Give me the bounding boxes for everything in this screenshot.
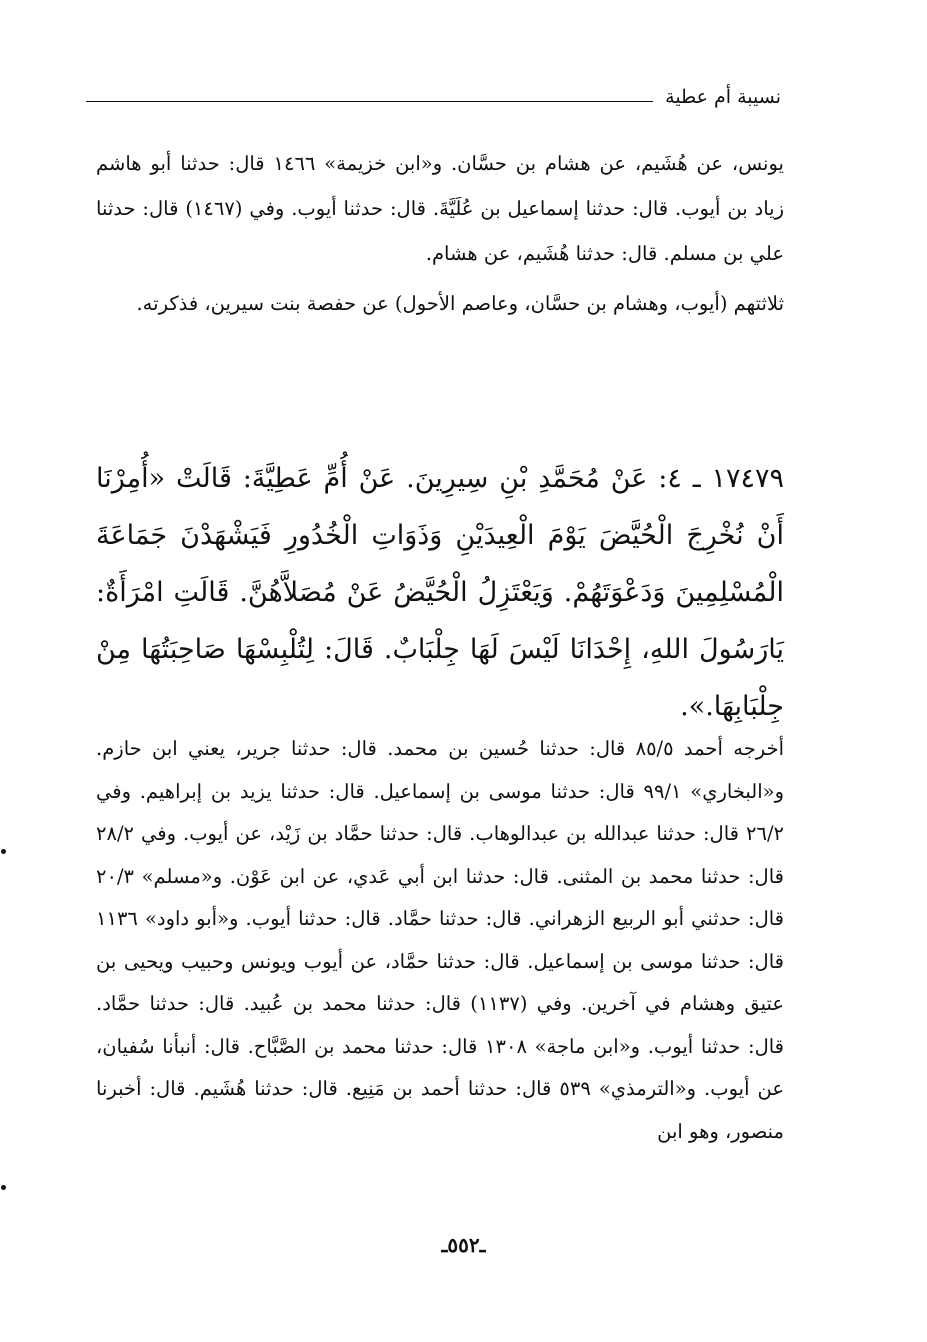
summary-paragraph: ثلاثتهم (أيوب، وهشام بن حسَّان، وعاصم الأحول) عن حفصة بنت سيرين، فذكرته. xyxy=(136,292,784,315)
margin-mark xyxy=(1,1185,6,1190)
takhrij-paragraph: أخرجه أحمد ٨٥/٥ قال: حدثنا حُسين بن محمد. قال: حدثنا جرير، يعني ابن حازم. و«البخاري» ٩٩/١ قال: حدثنا موسى بن إسماعيل. قال: حدثنا يزيد بن إبراهيم. وفي ٢٦/٢ قال: حدثنا عبدالله بن عبدالوهاب. قال: حدثنا حمَّاد بن زَيْد، عن أيوب. وفي ٢٨/٢ قال: حدثنا محمد بن المثنى. قال: حدثنا ابن أبي عَدي، عن ابن عَوْن. و«مسلم» ٢٠/٣ قال: حدثني أبو الربيع الزهراني. قال: حدثنا حمَّاد. قال: حدثنا أيوب. و«أبو داود» ١١٣٦ قال: حدثنا موسى بن إسماعيل. قال: حدثنا حمَّاد، عن أيوب ويونس وحبيب ويحيى بن عتيق وهشام في آخرين. وفي (١١٣٧) قال: حدثنا محمد بن عُبيد. قال: حدثنا حمَّاد. قال: حدثنا أيوب. و«ابن ماجة» ١٣٠٨ قال: حدثنا محمد بن الصَّبَّاح. قال: أنبأنا سُفيان، عن أيوب. و«الترمذي» ٥٣٩ قال: حدثنا أحمد بن مَنِيع. قال: حدثنا هُشَيم. قال: أخبرنا منصور، وهو ابن xyxy=(96,737,785,1143)
hadith-text: ١٧٤٧٩ ـ ٤: عَنْ مُحَمَّدِ بْنِ سِيرِينَ. عَنْ أُمِّ عَطِيَّةَ: قَالَتْ «أُمِرْنَا أَنْ نُخْرِجَ الْحُيَّضَ يَوْمَ الْعِيدَيْنِ وَذَوَاتِ الْخُدُورِ فَيَشْهَدْنَ جَمَاعَةَ الْمُسْلِمِينَ وَدَعْوَتَهُمْ. وَيَعْتَزِلُ الْحُيَّضُ عَنْ مُصَلاَّهُنَّ. قَالَتِ امْرَأَةٌ: يَارَسُولَ اللهِ، إِحْدَانَا لَيْسَ لَهَا جِلْبَابٌ. قَالَ: لِتُلْبِسْهَا صَاحِبَتُهَا مِنْ جِلْبَابِهَا.». xyxy=(96,463,785,722)
continuation-paragraph: يونس، عن هُشَيم، عن هشام بن حسَّان. و«ابن خزيمة» ١٤٦٦ قال: حدثنا أبو هاشم زياد بن أيوب. قال: حدثنا إسماعيل بن عُلَيَّةَ. قال: حدثنا أيوب. وفي (١٤٦٧) قال: حدثنا علي بن مسلم. قال: حدثنا هُشَيم، عن هشام. xyxy=(96,152,784,265)
header-rule xyxy=(86,101,653,102)
running-header xyxy=(86,84,781,114)
margin-mark xyxy=(1,849,6,854)
page-number: ـ٥٥٢ـ xyxy=(441,1233,486,1257)
header-title: نسيبة أم عطية xyxy=(665,86,781,108)
